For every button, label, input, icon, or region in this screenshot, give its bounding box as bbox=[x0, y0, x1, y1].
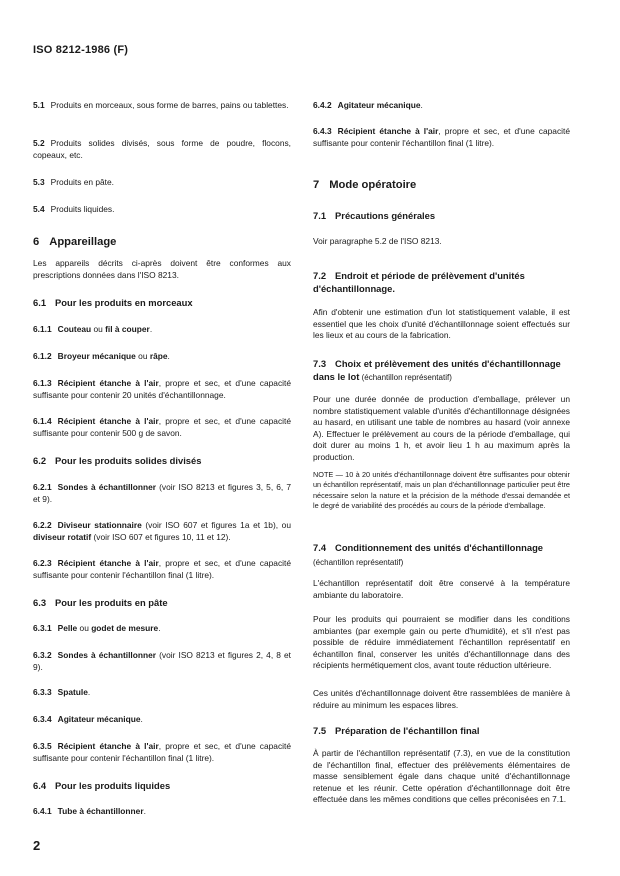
heading-7-1: 7.1 Précautions générales bbox=[313, 210, 436, 221]
heading-7-4: 7.4 Conditionnement des unités d'échantillonnage (échantillon représentatif) bbox=[313, 542, 544, 567]
document-header: ISO 8212-1986 (F) bbox=[33, 44, 129, 56]
section-5-1: 5.1 Produits en morceaux, sous forme de barres, pains ou tablettes. bbox=[33, 100, 289, 110]
heading-7: 7 Mode opératoire bbox=[313, 179, 417, 191]
paragraph-7-4a: L'échantillon représentatif doit être conservé à la température ambiante du laboratoire. bbox=[313, 578, 570, 600]
paragraph-7-3: Pour une durée donnée de production d'emballage, prélever un nombre statistiquement valable d'unités d'échantillonnage désignées au hasard, en utilisant une table de nombres au hasard (voir annexe A). Effectuer le prélèvement au cours de la période d'emballage, qui doit durer au moins 1 h, et avoir lieu 1 h au maximum après la production. bbox=[313, 394, 570, 462]
section-6-3-5: 6.3.5 Récipient étanche à l'air, propre et sec, et d'une capacité suffisante pour contenir l'échantillon final (1 litre). bbox=[33, 741, 291, 763]
section-6-3-1: 6.3.1 Pelle ou godet de mesure. bbox=[33, 623, 161, 633]
paragraph-7-2: Afin d'obtenir une estimation d'un lot statistiquement valable, il est essentiel que les choix d'unité d'échantillonnage soient effectués sur les lieux et au cours de la fabrication. bbox=[313, 307, 570, 341]
heading-7-2: 7.2 Endroit et période de prélèvement d'unités d'échantillonnage. bbox=[313, 270, 525, 294]
note-7-3: NOTE — 10 à 20 unités d'échantillonnage doivent être suffisantes pour obtenir un échantillon représentatif, mais un plan d'échantillonnage particulier peut être nécessaire selon la nature et la précision de la méthode d'essai demandée et le degré de variabilité des procédés au cours de la période d'emballage. bbox=[313, 470, 570, 511]
heading-6-3: 6.3 Pour les produits en pâte bbox=[33, 597, 168, 608]
section-6-1-1: 6.1.1 Couteau ou fil à couper. bbox=[33, 324, 153, 334]
section-6-2-2: 6.2.2 Diviseur stationnaire (voir ISO 607 et figures 1a et 1b), ou diviseur rotatif (voir ISO 607 et figures 10, 11 et 12). bbox=[33, 520, 291, 542]
section-6-4-2: 6.4.2 Agitateur mécanique. bbox=[313, 100, 423, 110]
heading-7-5: 7.5 Préparation de l'échantillon final bbox=[313, 725, 480, 736]
section-6-3-4: 6.3.4 Agitateur mécanique. bbox=[33, 714, 143, 724]
section-6-3-2: 6.3.2 Sondes à échantillonner (voir ISO 8213 et figures 2, 4, 8 et 9). bbox=[33, 650, 291, 672]
paragraph-7-4c: Ces unités d'échantillonnage doivent être rassemblées de manière à réduire au minimum les espaces libres. bbox=[313, 688, 570, 710]
paragraph-7-4b: Pour les produits qui pourraient se modifier dans les conditions ambiantes (par exemple gain ou perte d'humidité), et s'il n'est pas possible de réduire immédiatement l'échantillon représentatif en échantillon final, conserver les unités d'échantillonnage dans des récipients hermétiquement clos, avant toute réduction ultérieure. bbox=[313, 614, 570, 671]
paragraph-7-5: À partir de l'échantillon représentatif (7.3), en vue de la constitution de l'échantillon final, effectuer des prélèvements élémentaires de masse sensiblement égale dans chaque unité d'échantillonnage retenue et les réunir. Cette opération d'échantillonnage doit être effectuée dans les mêmes conditions que celles préconisées en 7.1. bbox=[313, 748, 570, 805]
section-6-4-1: 6.4.1 Tube à échantillonner. bbox=[33, 806, 146, 816]
section-5-2: 5.2 Produits solides divisés, sous forme de poudre, flocons, copeaux, etc. bbox=[33, 138, 291, 160]
section-6-4-3: 6.4.3 Récipient étanche à l'air, propre et sec, et d'une capacité suffisante pour contenir l'échantillon final (1 litre). bbox=[313, 126, 570, 148]
section-6-1-2: 6.1.2 Broyeur mécanique ou râpe. bbox=[33, 351, 170, 361]
page-number: 2 bbox=[33, 838, 41, 853]
heading-6-4: 6.4 Pour les produits liquides bbox=[33, 780, 171, 791]
section-6-3-3: 6.3.3 Spatule. bbox=[33, 687, 91, 697]
section-5-4: 5.4 Produits liquides. bbox=[33, 204, 115, 214]
section-6-1-3: 6.1.3 Récipient étanche à l'air, propre et sec, et d'une capacité suffisante pour contenir 20 unités d'échantillonnage. bbox=[33, 378, 291, 400]
heading-7-3: 7.3 Choix et prélèvement des unités d'échantillonnage dans le lot (échantillon représentatif) bbox=[313, 358, 561, 382]
section-5-3: 5.3 Produits en pâte. bbox=[33, 177, 114, 187]
heading-6-1: 6.1 Pour les produits en morceaux bbox=[33, 297, 193, 308]
section-6-2-1: 6.2.1 Sondes à échantillonner (voir ISO 8213 et figures 3, 5, 6, 7 et 9). bbox=[33, 482, 291, 504]
paragraph-7-1: Voir paragraphe 5.2 de l'ISO 8213. bbox=[313, 236, 442, 246]
heading-6-2: 6.2 Pour les produits solides divisés bbox=[33, 455, 202, 466]
section-6-2-3: 6.2.3 Récipient étanche à l'air, propre et sec, et d'une capacité suffisante pour contenir l'échantillon final (1 litre). bbox=[33, 558, 291, 580]
paragraph-6: Les appareils décrits ci-après doivent être conformes aux prescriptions données dans l'ISO 8213. bbox=[33, 258, 291, 280]
section-6-1-4: 6.1.4 Récipient étanche à l'air, propre et sec, et d'une capacité suffisante pour contenir 500 g de savon. bbox=[33, 416, 291, 438]
heading-6: 6 Appareillage bbox=[33, 236, 117, 248]
